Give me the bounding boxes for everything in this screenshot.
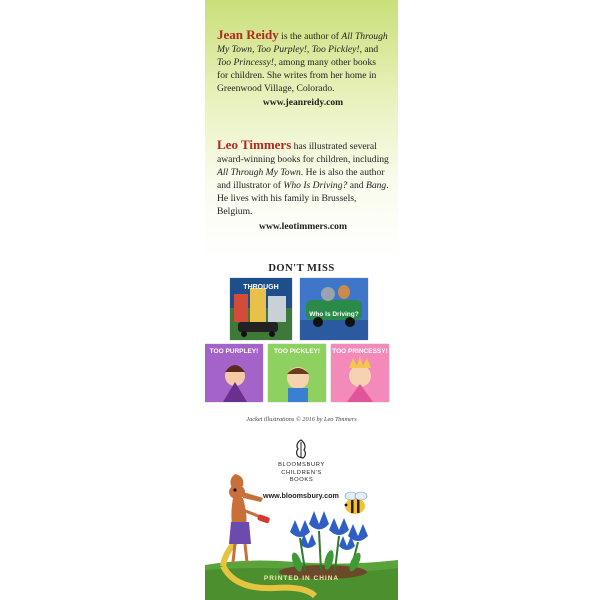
- illustrator-name: Leo Timmers: [217, 137, 292, 152]
- illustrator-bio: [217, 138, 389, 233]
- aardvark-figure: [229, 474, 270, 562]
- publisher-name-line: CHILDREN'S: [281, 469, 322, 476]
- cover-title: TOO PICKLEY!: [273, 348, 321, 355]
- cover-art: [300, 278, 368, 340]
- bio-text: has illustrated several award-winning books for children, including: [217, 141, 389, 166]
- book-jacket-flap: [205, 0, 398, 600]
- publisher-website[interactable]: www.bloomsbury.com: [263, 491, 339, 500]
- cover-title: TOO PRINCESSY!: [332, 348, 388, 355]
- book-title: Too Princessy!: [217, 57, 274, 69]
- bee-figure: [345, 492, 367, 514]
- book-cover-who-is-driving[interactable]: [300, 278, 368, 340]
- jacket-credit: Jacket illustrations © 2016 by Leo Timmers: [246, 416, 357, 423]
- bio-text: . He lives with his family in Brussels, Belgium.: [217, 180, 389, 218]
- illustrator-website[interactable]: www.leotimmers.com: [259, 220, 347, 232]
- book-title: Who Is Driving?: [283, 180, 348, 192]
- bio-text: and: [347, 180, 366, 192]
- cover-title: TOO PURPLEY!: [209, 348, 259, 355]
- book-cover-too-pickley[interactable]: [268, 344, 326, 402]
- author-bio: [217, 28, 389, 110]
- book-cover-all-through-my-town[interactable]: [230, 278, 292, 340]
- cover-title: Who Is Driving?: [309, 311, 359, 318]
- book-cover-too-princessy[interactable]: [331, 344, 389, 402]
- cover-title: THROUGH: [243, 284, 279, 291]
- book-title: All Through My Town: [217, 167, 301, 179]
- publisher-name-line: BOOKS: [289, 477, 314, 483]
- bio-text: , among many other books for children. She writes from her home in Greenwood Village, Colorado.: [217, 57, 377, 95]
- book-cover-too-purpley[interactable]: [205, 344, 263, 402]
- printed-in-label: PRINTED IN CHINA: [263, 575, 340, 582]
- bio-text: is the author of: [278, 31, 342, 42]
- book-title: Bang: [365, 180, 387, 192]
- book-titles: All Through My Town, Too Purpley!, Too Pickley!: [217, 31, 388, 56]
- dont-miss-heading: DON'T MISS: [268, 263, 335, 274]
- author-name: Jean Reidy: [217, 27, 279, 42]
- publisher-name-line: BLOOMSBURY: [278, 462, 325, 468]
- bio-text: , and: [359, 44, 379, 56]
- bloomsbury-logo-icon: [291, 438, 311, 460]
- bio-text: . He is also the author and illustrator of: [217, 167, 385, 192]
- author-website[interactable]: www.jeanreidy.com: [262, 97, 344, 109]
